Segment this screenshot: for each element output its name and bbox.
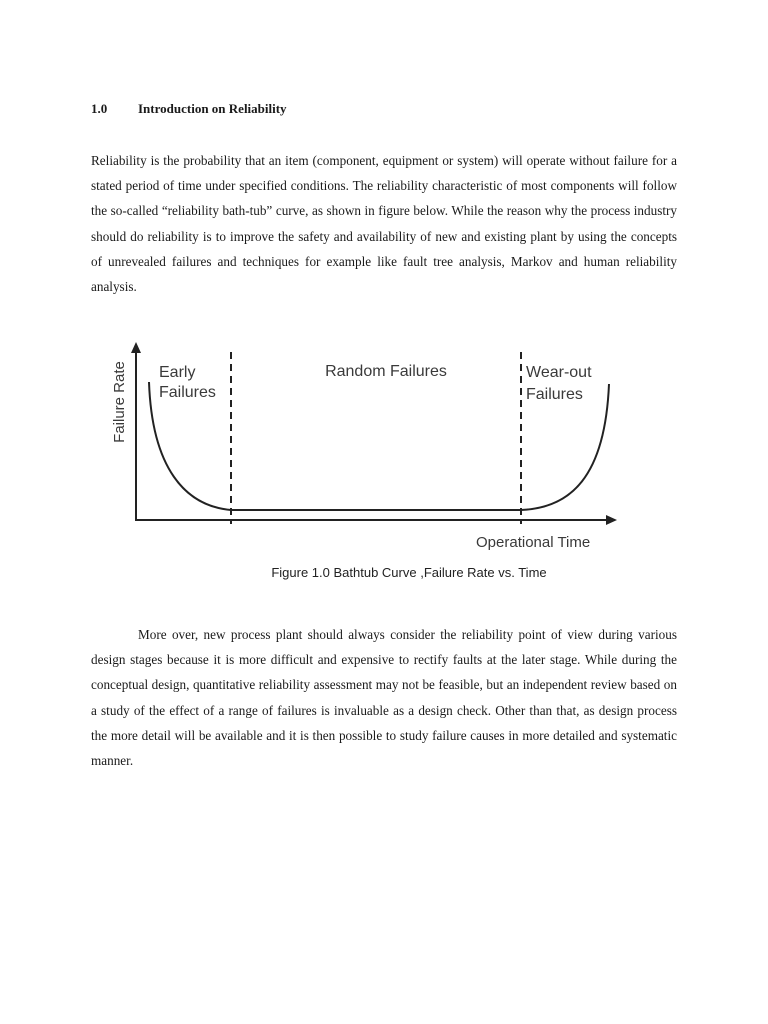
section-heading (91, 101, 287, 117)
x-axis-label: Operational Time (476, 534, 591, 551)
early-failures-label-line1: Early (159, 364, 196, 381)
early-failures-label-line2: Failures (159, 384, 216, 401)
bathtub-curve-figure (100, 338, 630, 560)
wearout-failures-label-line1: Wear-out (526, 364, 592, 381)
body-paragraph: More over, new process plant should always consider the reliability point of view during various design stages because it is more difficult and expensive to rectify faults at the later stage. While during the conceptual design, quantitative reliability assessment may not be feasible, but an independent review based on a study of the effect of a range of failures is invaluable as a design check. Other than that, as design process the more detail will be available and it is then possible to study failure causes in more detailed and systematic manner. (91, 627, 677, 769)
wearout-failures-label-line2: Failures (526, 386, 583, 403)
intro-paragraph: Reliability is the probability that an item (component, equipment or system) will operate without failure for a stated period of time under specified conditions. The reliability characteristic of most components will follow the so-called “reliability bath-tub” curve, as shown in figure below. While the reason why the process industry should do reliability is to improve the safety and availability of new and existing plant by using the concepts of unrevealed failures and techniques for example like fault tree analysis, Markov and human reliability analysis. (91, 153, 677, 295)
random-failures-label: Random Failures (325, 363, 447, 380)
section-title: Introduction on Reliability (138, 101, 287, 116)
x-axis-arrow (606, 515, 617, 525)
section-number: 1.0 (91, 101, 108, 116)
y-axis-label: Failure Rate (111, 361, 128, 443)
y-axis-arrow (131, 342, 141, 353)
figure-caption: Figure 1.0 Bathtub Curve ,Failure Rate vs. Time (271, 565, 547, 580)
